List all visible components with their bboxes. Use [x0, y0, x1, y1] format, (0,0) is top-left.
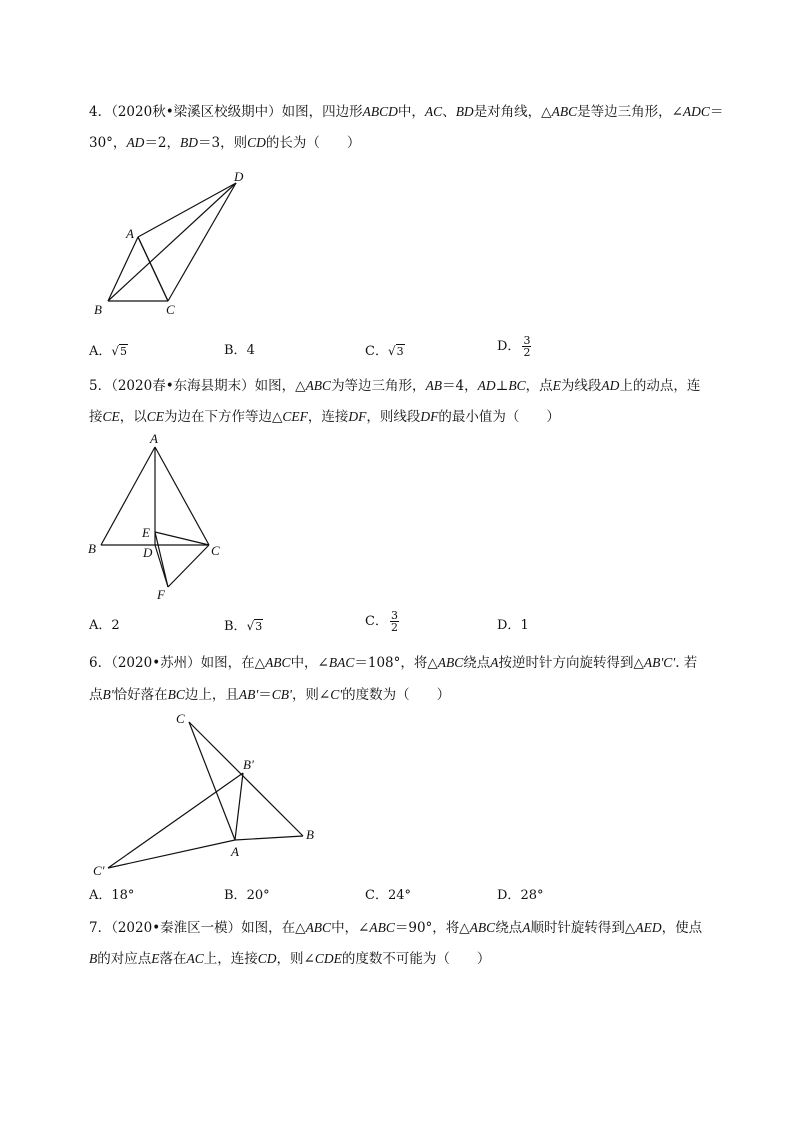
q4-option-b[interactable]: B．4: [224, 343, 255, 358]
q5-number: 5: [89, 378, 98, 394]
q4-stem-line1: 4．（2020秋•梁溪区校级期中）如图，四边形ABCD中，AC、BD是对角线，△ABC是等边三角形，∠ADC＝: [89, 104, 724, 120]
q7-source: 2020•秦淮区一模: [117, 920, 228, 936]
q4-label-b: B: [94, 302, 102, 317]
q4-label-a: A: [126, 226, 134, 241]
q5-option-a[interactable]: A．2: [89, 618, 120, 633]
q5-option-b[interactable]: B．√3: [224, 619, 263, 634]
q5-label-a: A: [150, 431, 158, 446]
q5-label-e: E: [142, 525, 150, 540]
q6-source: 2020•苏州: [117, 655, 188, 671]
q5-option-c[interactable]: C． $\frac{3}{2}$: [365, 609, 398, 634]
q6-option-d[interactable]: D．28°: [497, 888, 544, 903]
q4-stem-line2: 30°，AD＝2，BD＝3，则CD的长为（ ）: [89, 135, 361, 151]
q4-label-d: D: [234, 169, 244, 184]
q7-stem-line1: 7．（2020•秦淮区一模）如图，在△ABC中，∠ABC＝90°，将△ABC绕点A顺时针旋转得到△AED，使点: [89, 920, 703, 936]
q6-stem-line2: 点B'恰好落在BC边上，且AB'＝CB'，则∠C'的度数为（ ）: [89, 687, 451, 703]
q6-stem-line1: 6．（2020•苏州）如图，在△ABC中，∠BAC＝108°，将△ABC绕点A按逆时针方向旋转得到△AB'C'. 若: [89, 655, 698, 671]
q6-label-c: C: [176, 711, 185, 726]
q5-option-d[interactable]: D．1: [497, 618, 529, 633]
q5-label-d: D: [143, 545, 153, 560]
q5-label-f: F: [157, 587, 165, 602]
q4-option-d[interactable]: D． $\frac{3}{2}$: [497, 334, 531, 359]
q6-option-b[interactable]: B．20°: [224, 888, 270, 903]
q5-label-c: C: [211, 543, 220, 558]
q4-figure: [85, 165, 265, 325]
q6-label-a: A: [231, 844, 239, 859]
q5-label-b: B: [88, 541, 96, 556]
q5-stem-line2: 接CE，以CE为边在下方作等边△CEF，连接DF，则线段DF的最小值为（ ）: [89, 409, 560, 425]
q6-label-c-prime: C': [93, 863, 105, 878]
q4-label-c: C: [166, 302, 175, 317]
q4-number: 4: [89, 104, 98, 120]
q6-label-b: B: [306, 827, 314, 842]
q6-number: 6: [89, 655, 98, 671]
q6-option-a[interactable]: A．18°: [89, 888, 135, 903]
q4-option-a[interactable]: A．√5: [89, 344, 128, 359]
q4-source: 2020秋•梁溪区校级期中: [117, 104, 269, 120]
q5-source: 2020春•东海县期末: [117, 378, 242, 394]
q6-figure: [88, 708, 323, 878]
q7-number: 7: [89, 920, 98, 936]
q6-option-c[interactable]: C．24°: [365, 888, 411, 903]
q5-stem-line1: 5．（2020春•东海县期末）如图，△ABC为等边三角形，AB＝4，AD⊥BC，点E为线段AD上的动点，连: [89, 378, 701, 394]
q4-option-c[interactable]: C．√3: [365, 344, 404, 359]
q6-label-b-prime: B': [243, 757, 254, 772]
q5-figure: [85, 430, 235, 605]
q7-stem-line2: B的对应点E落在AC上，连接CD，则∠CDE的度数不可能为（ ）: [89, 951, 491, 967]
